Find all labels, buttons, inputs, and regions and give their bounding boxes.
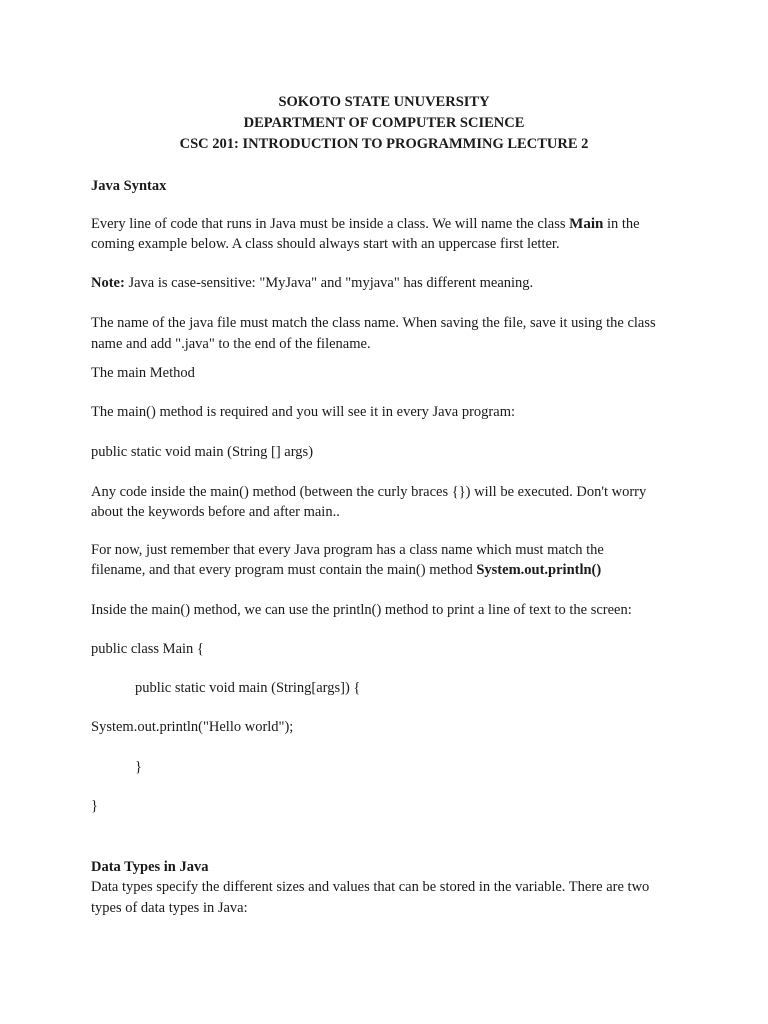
main-method-para2-line1: Any code inside the main() method (between the curly braces {}) will be executed. Don't worry [91, 484, 647, 500]
main-method-para3-line1: For now, just remember that every Java program has a class name which must match the [91, 542, 604, 558]
java-syntax-para1-line2: coming example below. A class should always start with an uppercase first letter. [91, 236, 560, 252]
main-method-para1: The main() method is required and you will see it in every Java program: [91, 404, 515, 420]
note-label: Note: [91, 275, 125, 291]
data-types-para-line1: Data types specify the different sizes and values that can be stored in the variable. There are two [91, 879, 650, 895]
java-syntax-para2-line2: name and add ".java" to the end of the filename. [91, 336, 371, 352]
code-line-3: System.out.println("Hello world"); [91, 719, 294, 735]
department-title: DEPARTMENT OF COMPUTER SCIENCE [243, 115, 525, 131]
text-segment: Every line of code that runs in Java must be inside a class. We will name the class [91, 216, 570, 232]
java-syntax-heading: Java Syntax [91, 178, 167, 194]
code-line-4: } [135, 759, 142, 775]
println-keyword: System.out.println() [476, 562, 602, 578]
main-method-para3-line2 [91, 560, 601, 580]
code-line-1: public class Main { [91, 641, 204, 657]
data-types-para-line2: types of data types in Java: [91, 900, 248, 916]
note-text: Java is case-sensitive: "MyJava" and "myjava" has different meaning. [124, 275, 534, 291]
code-line-2: public static void main (String[args]) { [135, 680, 361, 696]
course-title: CSC 201: INTRODUCTION TO PROGRAMMING LECTURE 2 [179, 136, 589, 152]
code-line-5: } [91, 798, 98, 814]
university-title: SOKOTO STATE UNUVERSITY [278, 94, 490, 110]
data-types-heading: Data Types in Java [91, 859, 209, 875]
main-method-heading: The main Method [91, 365, 195, 381]
java-syntax-para2-line1: The name of the java file must match the class name. When saving the file, save it using the class [91, 315, 656, 331]
text-segment: filename, and that every program must contain the main() method [91, 562, 477, 578]
main-method-para2-line2: about the keywords before and after main.. [91, 504, 340, 520]
java-syntax-para1-line1 [91, 214, 640, 234]
note-line [91, 273, 533, 293]
text-segment: in the [603, 216, 640, 232]
class-name-main: Main [569, 216, 604, 232]
main-method-para4: Inside the main() method, we can use the println() method to print a line of text to the screen: [91, 602, 632, 618]
main-method-signature: public static void main (String [] args) [91, 444, 314, 460]
